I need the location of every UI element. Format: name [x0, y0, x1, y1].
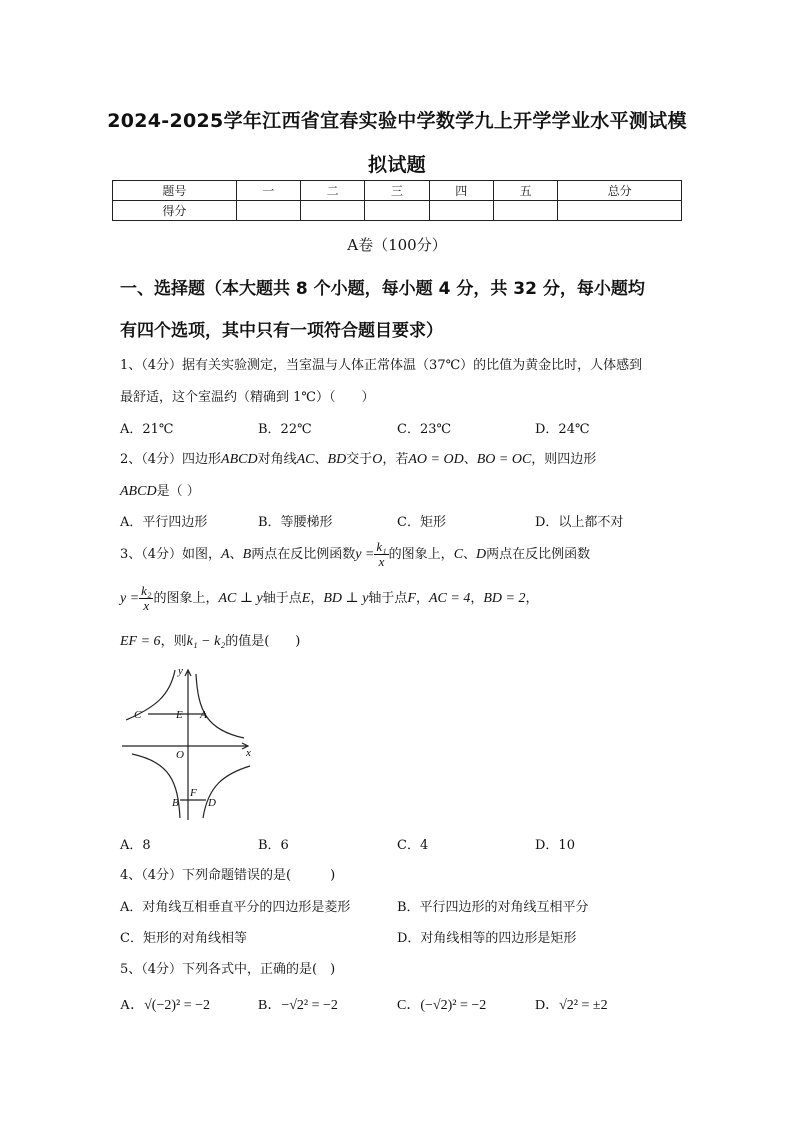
- q3-e: E: [301, 591, 311, 606]
- q2-line2-tail: 是（ ）: [156, 484, 200, 499]
- score-cell: [236, 201, 300, 221]
- q3-f: F: [407, 591, 416, 606]
- q2-option-d: D．以上都不对: [535, 515, 624, 530]
- q3-c: C: [453, 547, 464, 562]
- label-y: y: [178, 665, 183, 677]
- q3-sep2: ，: [415, 591, 429, 606]
- q2-comma2: 、: [463, 452, 477, 467]
- q1-option-a: A．21℃: [120, 422, 174, 437]
- q3-sep1: ，: [310, 591, 324, 606]
- q3-y1: y =: [355, 547, 375, 562]
- score-header-cell: 总分: [558, 181, 682, 201]
- q3-comma2: 、: [463, 547, 477, 562]
- score-header-cell: 二: [300, 181, 364, 201]
- q3-k2: k₂: [141, 583, 152, 598]
- q4-option-c: C．矩形的对角线相等: [120, 931, 247, 946]
- q1-option-c: C．23℃: [397, 422, 452, 437]
- q3-text7: ，则: [160, 634, 187, 649]
- q5-option-d: D．√2² = ±2: [535, 998, 608, 1013]
- q2-text3: ，若: [382, 452, 409, 467]
- q2-text4: ，则四边形: [531, 452, 597, 467]
- q2-text2: 交于: [346, 452, 373, 467]
- q3-ef-val: EF = 6: [120, 634, 161, 649]
- q5-option-b: B．−√2² = −2: [258, 998, 338, 1013]
- q3-sep3: ，: [470, 591, 484, 606]
- q5-line1: 5、（4分）下列各式中，正确的是( ): [120, 962, 336, 977]
- q3-a: A: [221, 547, 230, 562]
- section-a-heading: A卷（100分）: [347, 236, 447, 254]
- part1-heading-line1: 一、选择题（本大题共 8 个小题，每小题 4 分，共 32 分，每小题均: [120, 279, 645, 299]
- q3-prefix: 3、（4分）如图，: [120, 547, 222, 562]
- q2-o: O: [372, 452, 383, 467]
- q3-bd-val: BD = 2: [483, 591, 526, 606]
- part1-heading-line2: 有四个选项，其中只有一项符合题目要求）: [120, 321, 443, 341]
- q3-k-diff: k₁ − k₂: [186, 634, 226, 649]
- score-table-header-row: [113, 181, 682, 201]
- q3-d: D: [476, 547, 487, 562]
- q2-option-a: A．平行四边形: [120, 515, 208, 530]
- score-header-cell: 题号: [113, 181, 237, 201]
- score-cell: [300, 201, 364, 221]
- q2-text1: 对角线: [257, 452, 297, 467]
- q3-figure: [118, 662, 258, 822]
- q3-text5: 轴于点: [262, 591, 302, 606]
- q3-y2: y =: [120, 591, 140, 606]
- curve-k1-upper: [196, 674, 244, 738]
- q4-line1: 4、（4分）下列命题错误的是( ): [120, 868, 336, 883]
- q3-text6: 轴于点: [368, 591, 408, 606]
- q2-option-c: C．矩形: [397, 515, 446, 530]
- label-b: B: [172, 797, 179, 809]
- label-o: O: [176, 749, 184, 761]
- q3-comma: 、: [229, 547, 243, 562]
- q1-option-b: B．22℃: [258, 422, 312, 437]
- score-cell: [493, 201, 557, 221]
- score-header-cell: 一: [236, 181, 300, 201]
- q5-option-a: A．√(−2)² = −2: [120, 998, 211, 1013]
- label-a: A: [200, 709, 207, 721]
- q3-text4: 的图象上，: [153, 591, 219, 606]
- label-d: D: [208, 797, 216, 809]
- q2-line1: [120, 448, 596, 468]
- q3-bd-perp: BD ⊥ y: [323, 591, 369, 606]
- q1-option-d: D．24℃: [535, 422, 590, 437]
- q2-shape: ABCD: [221, 452, 258, 467]
- score-row-label: 得分: [113, 201, 237, 221]
- q3-x2: x: [143, 598, 150, 613]
- q3-fraction-k1: [374, 540, 388, 569]
- q2-bd: BD: [327, 452, 347, 467]
- q4-option-b: B．平行四边形的对角线互相平分: [397, 900, 589, 915]
- q2-line2: [120, 480, 200, 500]
- q4-option-a: A．对角线互相垂直平分的四边形是菱形: [120, 900, 351, 915]
- score-table-score-row: [113, 201, 682, 221]
- q3-ac-val: AC = 4: [429, 591, 471, 606]
- q3-fraction-k2: [139, 584, 153, 613]
- q3-line2: [120, 584, 538, 613]
- q3-b: B: [242, 547, 252, 562]
- exam-title-line2: 拟试题: [368, 154, 426, 176]
- q3-line3: [120, 630, 300, 650]
- q3-option-a: A．8: [120, 838, 151, 853]
- label-c: C: [134, 709, 142, 721]
- label-f: F: [190, 787, 197, 799]
- score-cell: [558, 201, 682, 221]
- q3-k1: k₁: [376, 539, 387, 554]
- q3-option-c: C．4: [397, 838, 429, 853]
- q2-eq1: AO = OD: [408, 452, 464, 467]
- q2-option-b: B．等腰梯形: [258, 515, 333, 530]
- q3-text8: 的值是( ): [225, 634, 301, 649]
- q2-ac: AC: [296, 452, 315, 467]
- exam-title-line1: 2024-2025学年江西省宜春实验中学数学九上开学学业水平测试模: [107, 110, 687, 132]
- q5-option-c: C．(−√2)² = −2: [397, 998, 487, 1013]
- label-x: x: [246, 747, 251, 759]
- q3-text2: 的图象上，: [388, 547, 454, 562]
- curve-k2-lower: [203, 766, 250, 818]
- q4-option-d: D．对角线相等的四边形是矩形: [397, 931, 577, 946]
- q3-text3: 两点在反比例函数: [486, 547, 591, 562]
- q3-sep4: ，: [525, 591, 539, 606]
- q2-line2-shape: ABCD: [120, 484, 157, 499]
- q2-comma: 、: [314, 452, 328, 467]
- q3-option-d: D．10: [535, 838, 575, 853]
- score-header-cell: 四: [429, 181, 493, 201]
- q3-text1: 两点在反比例函数: [251, 547, 356, 562]
- score-cell: [365, 201, 429, 221]
- q3-ac-perp: AC ⊥ y: [218, 591, 263, 606]
- q1-line1: 1、（4分）据有关实验测定，当室温与人体正常体温（37℃）的比值为黄金比时，人体感到: [120, 358, 643, 373]
- score-header-cell: 三: [365, 181, 429, 201]
- score-header-cell: 五: [493, 181, 557, 201]
- q3-x1: x: [378, 554, 385, 569]
- q1-line2: 最舒适，这个室温约（精确到 1℃）（ ）: [120, 390, 375, 405]
- q2-eq2: BO = OC: [476, 452, 532, 467]
- q3-option-b: B．6: [258, 838, 289, 853]
- score-cell: [429, 201, 493, 221]
- q2-prefix: 2、（4分）四边形: [120, 452, 222, 467]
- label-e: E: [176, 709, 183, 721]
- q3-line1: [120, 540, 590, 569]
- score-table: [112, 180, 682, 221]
